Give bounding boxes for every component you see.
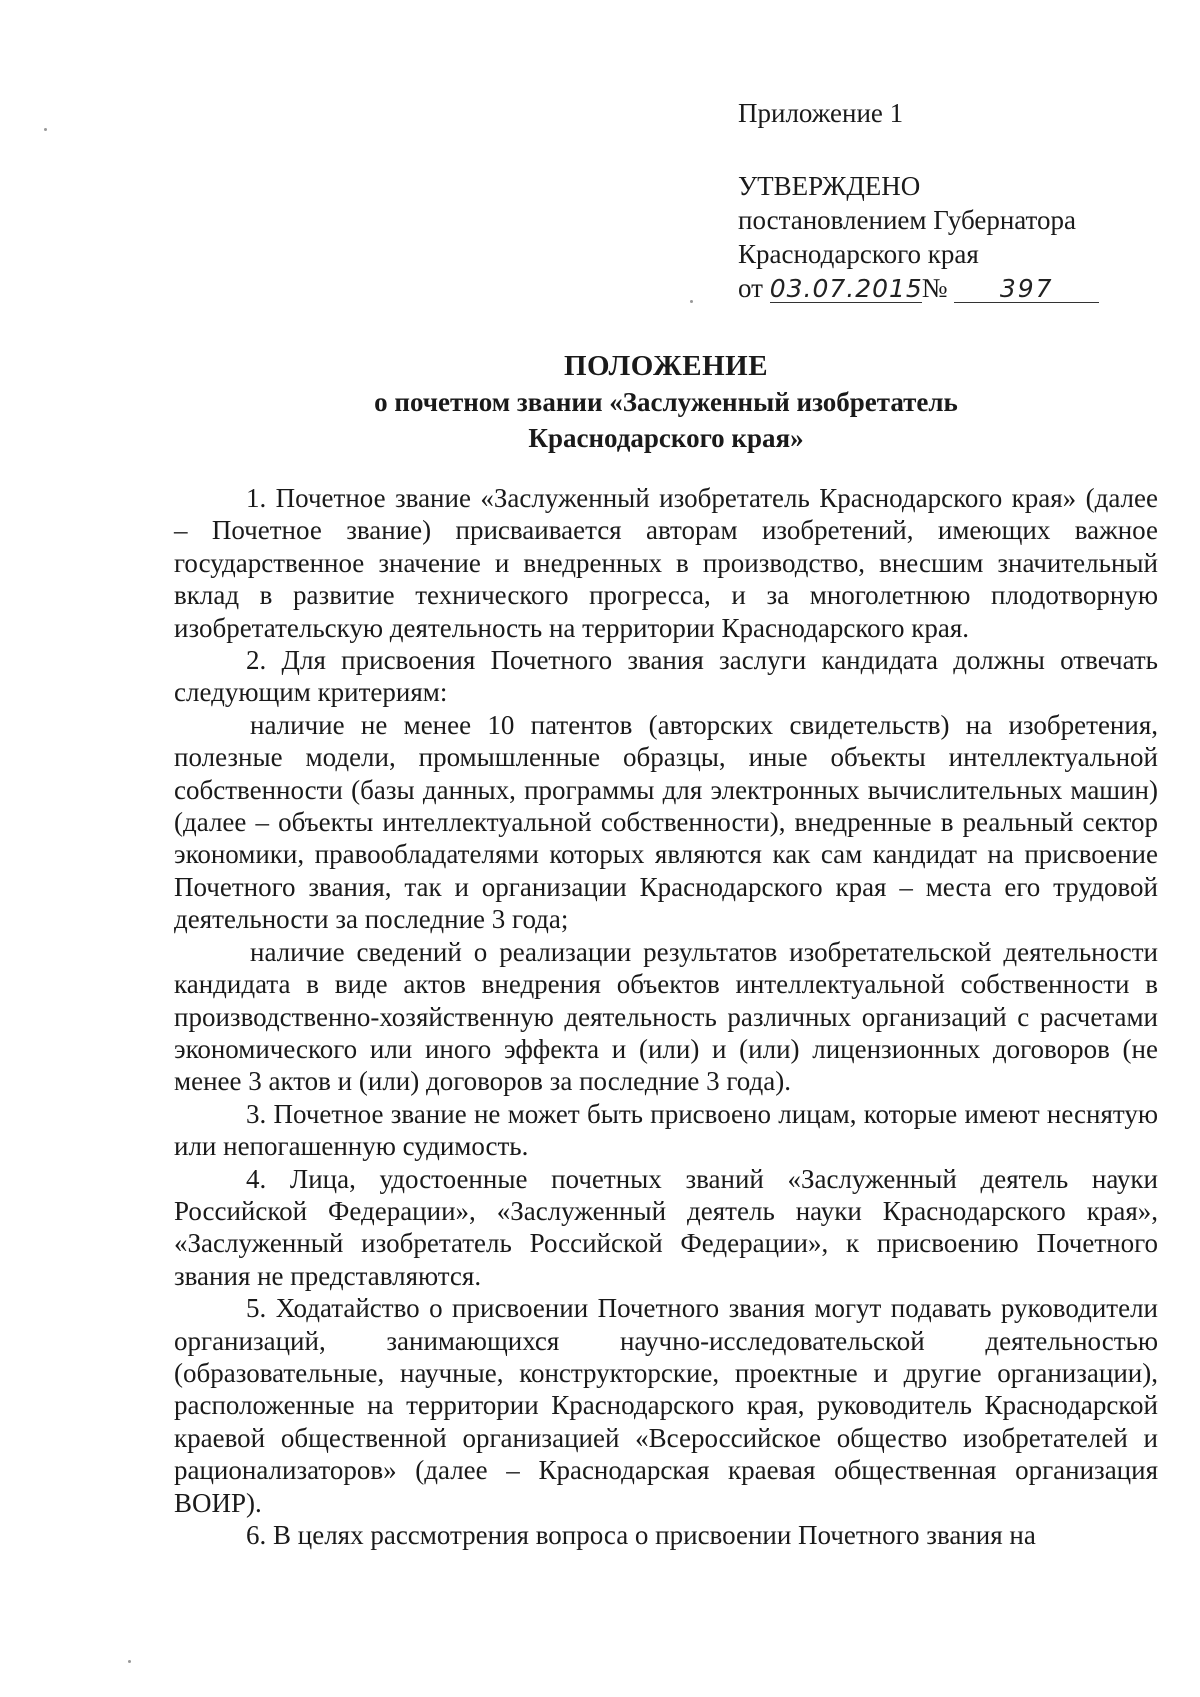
paragraph-5: 5. Ходатайство о присвоении Почетного звания могут подавать руководители организаций, занимающихся научно-исследовательской деятельностью (образовательные, научные, конструкторские, проектные и другие организации), расположенные на территории Краснодарского края, руководитель Краснодарской краевой общественной организацией «Всероссийское общество изобретателей и рационализаторов» (далее – Краснодарская краевая общественная организация ВОИР). (174, 1293, 1158, 1518)
scan-speck (44, 128, 47, 131)
criterion-1: наличие не менее 10 патентов (авторских свидетельств) на изобретения, полезные модели, промышленные образцы, иные объекты интеллектуальной собственности (базы данных, программы для электронных вычислительных машин) (далее – объекты интеллектуальной собственности), внедренные в реальный сектор экономики, правообладателями которых являются как сам кандидат на присвоение Почетного звания, так и организации Краснодарского края – места его трудовой деятельности за последние 3 года; (174, 709, 1158, 935)
criterion-2: наличие сведений о реализации результатов изобретательской деятельности кандидата в виде актов внедрения объектов интеллектуальной собственности в производственно-хозяйственную деятельность различных организаций с расчетами экономического или иного эффекта и (или) и (или) лицензионных договоров (не менее 3 актов и (или) договоров за последние 3 года). (174, 936, 1158, 1097)
document-body (174, 482, 1158, 1551)
paragraph-4: 4. Лица, удостоенные почетных званий «Заслуженный деятель науки Российской Федерации», «Заслуженный деятель науки Краснодарского края», «Заслуженный изобретатель Российской Федерации», к присвоению Почетного звания не представляются. (174, 1163, 1158, 1291)
scan-speck (690, 300, 693, 303)
paragraph-1: 1. Почетное звание «Заслуженный изобретатель Краснодарского края» (далее – Почетное звание) присваивается авторам изобретений, имеющих важное государственное значение и внедренных в производство, внесшим значительный вклад в развитие технического прогресса, и за многолетнюю плодотворную изобретательскую деятельность на территории Краснодарского края. (174, 483, 1158, 643)
approved-label: УТВЕРЖДЕНО (738, 171, 921, 201)
date-number-line (738, 271, 1138, 305)
document-title (174, 348, 1158, 456)
approved-by-line-1: постановлением Губернатора (738, 205, 1076, 235)
scan-speck (128, 1660, 131, 1663)
handwritten-number: 397 (954, 276, 1099, 303)
title-line-1: ПОЛОЖЕНИЕ (563, 350, 769, 382)
approved-by-line-2: Краснодарского края (738, 239, 979, 269)
date-prefix: от (738, 273, 763, 303)
handwritten-date: 03.07.2015 (769, 274, 923, 303)
paragraph-3: 3. Почетное звание не может быть присвоено лицам, которые имеют неснятую или непогашенную судимость. (174, 1098, 1158, 1162)
number-sign: № (921, 273, 948, 303)
paragraph-6: 6. В целях рассмотрения вопроса о присвоении Почетного звания на (246, 1520, 1036, 1550)
annex-label: Приложение 1 (738, 98, 904, 128)
title-line-2: о почетном звании «Заслуженный изобретатель (374, 387, 958, 417)
approval-stamp-block (738, 96, 1138, 305)
title-line-3: Краснодарского края» (528, 423, 804, 453)
paragraph-2: 2. Для присвоения Почетного звания заслуги кандидата должны отвечать следующим критериям: (174, 645, 1158, 708)
